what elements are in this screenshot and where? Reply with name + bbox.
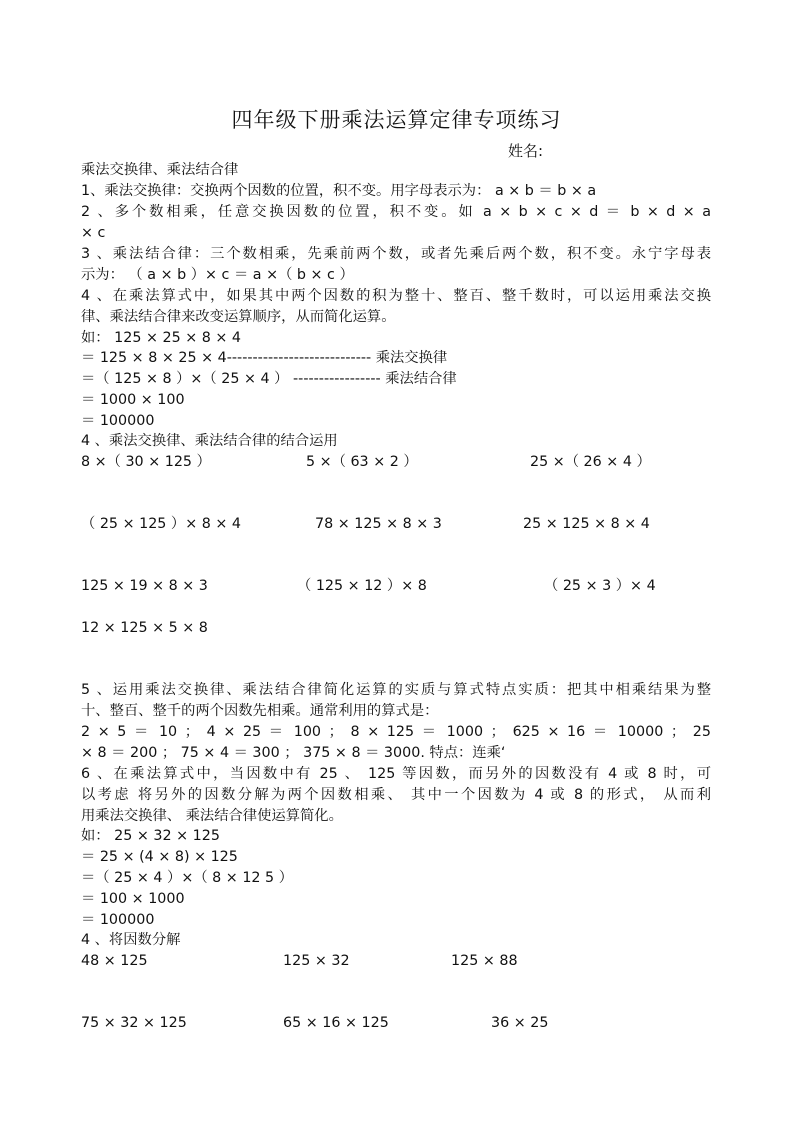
example-line: ＝ 100000 <box>81 413 155 429</box>
practice-expression: 25 × 125 × 8 × 4 <box>523 516 650 532</box>
paragraph-line: 以考虑 将另外的因数分解为两个因数相乘、 其中一个因数为 4 或 8 的形式， 从而利 <box>81 787 711 803</box>
page-title: 四年级下册乘法运算定律专项练习 <box>231 108 562 132</box>
example-line: ＝ 25 × (4 × 8) × 125 <box>81 849 238 865</box>
practice-expression: 8 ×（ 30 × 125 ） <box>81 454 211 470</box>
practice-expression: 65 × 16 × 125 <box>283 1015 389 1031</box>
example-line: 如： 25 × 32 × 125 <box>81 828 220 844</box>
practice-expression: （ 125 × 12 ）× 8 <box>297 578 427 594</box>
paragraph-line: 2 × 5 ＝ 10 ； 4 × 25 ＝ 100 ； 8 × 125 ＝ 1000 ； 625 × 16 ＝ 10000 ； 25 <box>81 724 711 740</box>
practice-expression: 25 ×（ 26 × 4 ） <box>530 454 651 470</box>
section-heading: 乘法交换律、乘法结合律 <box>81 162 239 178</box>
practice-expression: 125 × 32 <box>283 953 350 969</box>
paragraph-line: 1、乘法交换律：交换两个因数的位置，积不变。用字母表示为： a × b ＝ b × a <box>81 183 597 199</box>
paragraph-line: × c <box>81 225 106 241</box>
example-line: 如： 125 × 25 × 8 × 4 <box>81 330 242 346</box>
example-line: ＝ 100 × 1000 <box>81 891 185 907</box>
name-label: 姓名: <box>508 142 544 160</box>
example-line: ＝ 125 × 8 × 25 × 4---------------------------- 乘法交换律 <box>81 350 448 366</box>
paragraph-line: 5 、运用乘法交换律、乘法结合律简化运算的实质与算式特点实质：把其中相乘结果为整 <box>81 682 711 698</box>
paragraph-line: 示为： （ a × b ）× c ＝ a ×（ b × c ） <box>81 267 354 283</box>
practice-expression: 125 × 88 <box>451 953 518 969</box>
example-line: ＝（ 25 × 4 ）×（ 8 × 12 5 ） <box>81 870 293 886</box>
section-heading: 4 、乘法交换律、乘法结合律的结合运用 <box>81 433 338 449</box>
practice-expression: 75 × 32 × 125 <box>81 1015 187 1031</box>
example-line: ＝（ 125 × 8 ）×（ 25 × 4 ） ----------------- 乘法结合律 <box>81 371 457 387</box>
example-line: ＝ 100000 <box>81 912 155 928</box>
practice-expression: 36 × 25 <box>491 1015 549 1031</box>
practice-expression: 78 × 125 × 8 × 3 <box>315 516 442 532</box>
paragraph-line: × 8 ＝ 200 ； 75 × 4 ＝ 300 ； 375 × 8 ＝ 3000. 特点：连乘‘ <box>81 745 506 761</box>
practice-expression: （ 25 × 125 ）× 8 × 4 <box>81 516 242 532</box>
paragraph-line: 3 、乘法结合律：三个数相乘，先乘前两个数，或者先乘后两个数，积不变。永宁字母表 <box>81 246 711 262</box>
section-heading: 4 、将因数分解 <box>81 932 181 948</box>
paragraph-line: 十、整百、整千的两个因数先相乘。通常利用的算式是： <box>81 703 439 719</box>
practice-expression: 12 × 125 × 5 × 8 <box>81 620 208 636</box>
paragraph-line: 用乘法交换律、 乘法结合律使运算简化。 <box>81 808 343 824</box>
example-line: ＝ 1000 × 100 <box>81 392 185 408</box>
practice-expression: （ 25 × 3 ）× 4 <box>544 578 656 594</box>
practice-expression: 5 ×（ 63 × 2 ） <box>306 454 418 470</box>
paragraph-line: 律、乘法结合律来改变运算顺序，从而简化运算。 <box>81 309 396 325</box>
paragraph-line: 2 、多个数相乘，任意交换因数的位置，积不变。如 a × b × c × d ＝ b × d × a <box>81 204 711 220</box>
paragraph-line: 6 、在乘法算式中，当因数中有 25 、 125 等因数，而另外的因数没有 4 或 8 时，可 <box>81 766 711 782</box>
practice-expression: 48 × 125 <box>81 953 148 969</box>
paragraph-line: 4 、在乘法算式中，如果其中两个因数的积为整十、整百、整千数时，可以运用乘法交换 <box>81 288 711 304</box>
practice-expression: 125 × 19 × 8 × 3 <box>81 578 208 594</box>
